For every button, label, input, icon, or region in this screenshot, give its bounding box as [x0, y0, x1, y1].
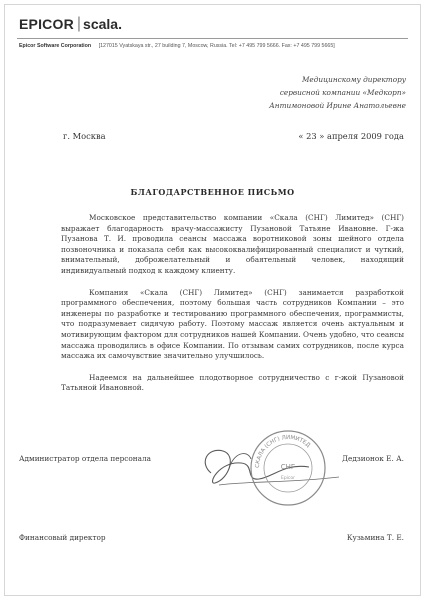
company-stamp: [249, 429, 327, 507]
epicor-scala-logo: [19, 15, 122, 33]
recipient-block: [269, 73, 406, 112]
header-divider: [17, 38, 408, 39]
signer-role: Финансовый директор: [19, 533, 106, 542]
signer-role: Администратор отдела персонала: [19, 454, 151, 463]
letter-title: БЛАГОДАРСТВЕННОЕ ПИСЬМО: [130, 187, 295, 197]
recipient-line: сервисной компании «Медкорп»: [279, 88, 406, 97]
letter-page: [4, 4, 421, 596]
letterhead-info: [19, 43, 419, 49]
stamp-center-text: СНГ: [280, 463, 296, 471]
company-name: Epicor Software Corporation: [19, 43, 92, 49]
letter-date: « 23 » апреля 2009 года: [298, 131, 404, 141]
logo-scala-text: scala.: [83, 16, 122, 32]
logo-separator: |: [76, 15, 82, 32]
recipient-line: Медицинскому директору: [301, 75, 406, 84]
body-paragraph: Московское представительство компании «Скала (СНГ) Лимитед» (СНГ) выражает благодарность врачу-массажисту Пузановой Татьяне Ивановне. Г-жа Пузанова Т. И. проводила сеансы массажа воротниковой зоны шейного отдела позвоночника и показала себя как высококвалифицированный специалист и чуткий, внимательный, доброжелательный и обаятельный человек, находящий индивидуальный подход к каждому клиенту.: [61, 213, 404, 275]
letter-body: [61, 213, 404, 405]
recipient-line: Антимоновой Ирине Анатольевне: [269, 101, 406, 110]
company-address: [127015 Vyatskaya str., 27 building 7, Moscow, Russia. Tel: +7 495 799 5666. Fax: +7 495 799 5665]: [98, 43, 335, 49]
signer-name: Дедзионок Е. А.: [342, 454, 404, 463]
letter-place: г. Москва: [63, 131, 106, 141]
body-paragraph: Компания «Скала (СНГ) Лимитед» (СНГ) занимается разработкой программного обеспечения, поэтому большая часть сотрудников Компании – это инженеры по разработке и тестированию программного обеспечения, программисты, что подразумевает сидячую работу. Поэтому массаж является очень актуальным и мотивирующим фактором для сотрудников нашей Компании. Очень удобно, что сеансы массажа проводились в офисе Компании. По отзывам самих сотрудников, после курса массажа их самочувствие значительно улучшилось.: [61, 287, 404, 361]
signer-name: Кузьмина Т. Е.: [346, 533, 404, 542]
stamp-ring-text: СКАЛА (СНГ) ЛИМИТЕД: [254, 434, 311, 469]
stamp-bottom-text: Epicor: [280, 476, 296, 481]
body-paragraph: Надеемся на дальнейшее плодотворное сотрудничество с г-жой Пузановой Татьяной Ивановной.: [61, 372, 404, 393]
signature-section: [19, 425, 404, 565]
logo-epicor-text: EPICOR: [19, 16, 74, 32]
